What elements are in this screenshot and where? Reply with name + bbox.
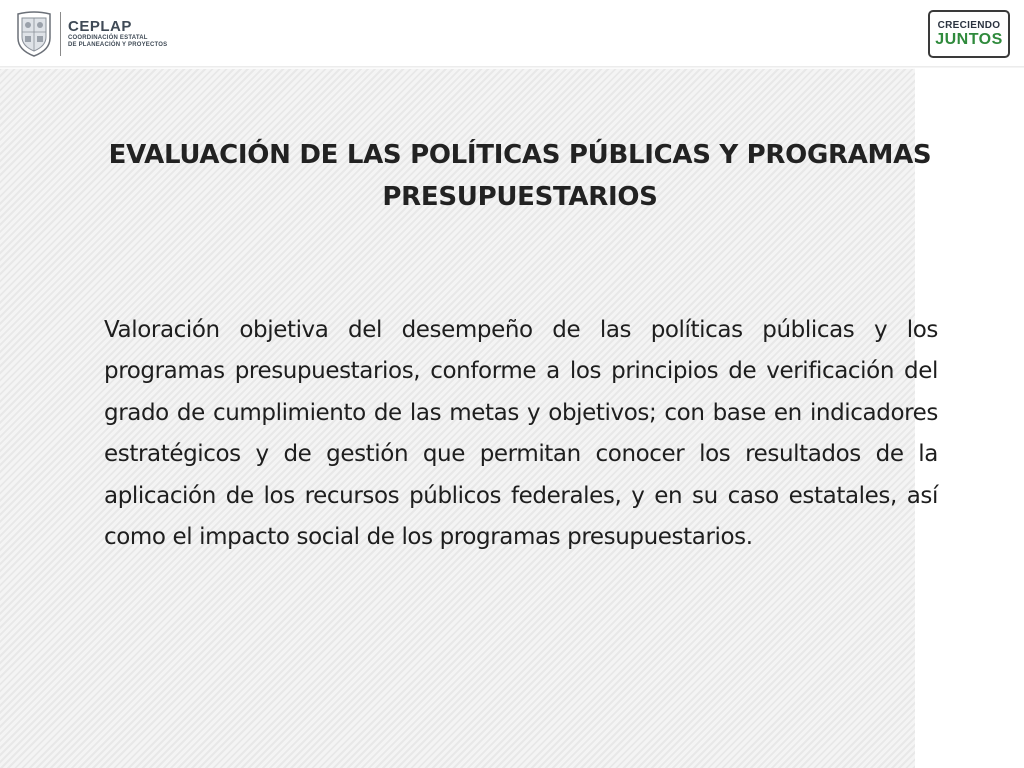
creciendo-juntos-logo (928, 10, 1010, 58)
state-seal-icon (14, 10, 54, 58)
logo-divider (60, 12, 61, 56)
ceplap-text (68, 19, 167, 49)
slide-body-text: Valoración objetiva del desempeño de las políticas públicas y los programas presupuestarios, conforme a los principios de verificación del grado de cumplimiento de las metas y objetivos; con base en indicadores estratégicos y de gestión que permitan conocer los resultados de la aplicación de los recursos públicos federales, y en su caso estatales, así como el impacto social de los programas presupuestarios. (104, 317, 938, 551)
slide-title: EVALUACIÓN DE LAS POLÍTICAS PÚBLICAS Y PROGRAMAS PRESUPUESTARIOS (108, 140, 932, 212)
ceplap-subtitle-line1: COORDINACIÓN ESTATAL (68, 35, 148, 41)
juntos-text: JUNTOS (935, 31, 1003, 48)
ceplap-subtitle-line2: DE PLANEACIÓN Y PROYECTOS (68, 42, 168, 48)
creciendo-text: CRECIENDO (937, 20, 1001, 31)
header-divider (0, 66, 1024, 69)
ceplap-logo (14, 8, 167, 60)
ceplap-name: CEPLAP (68, 18, 132, 35)
